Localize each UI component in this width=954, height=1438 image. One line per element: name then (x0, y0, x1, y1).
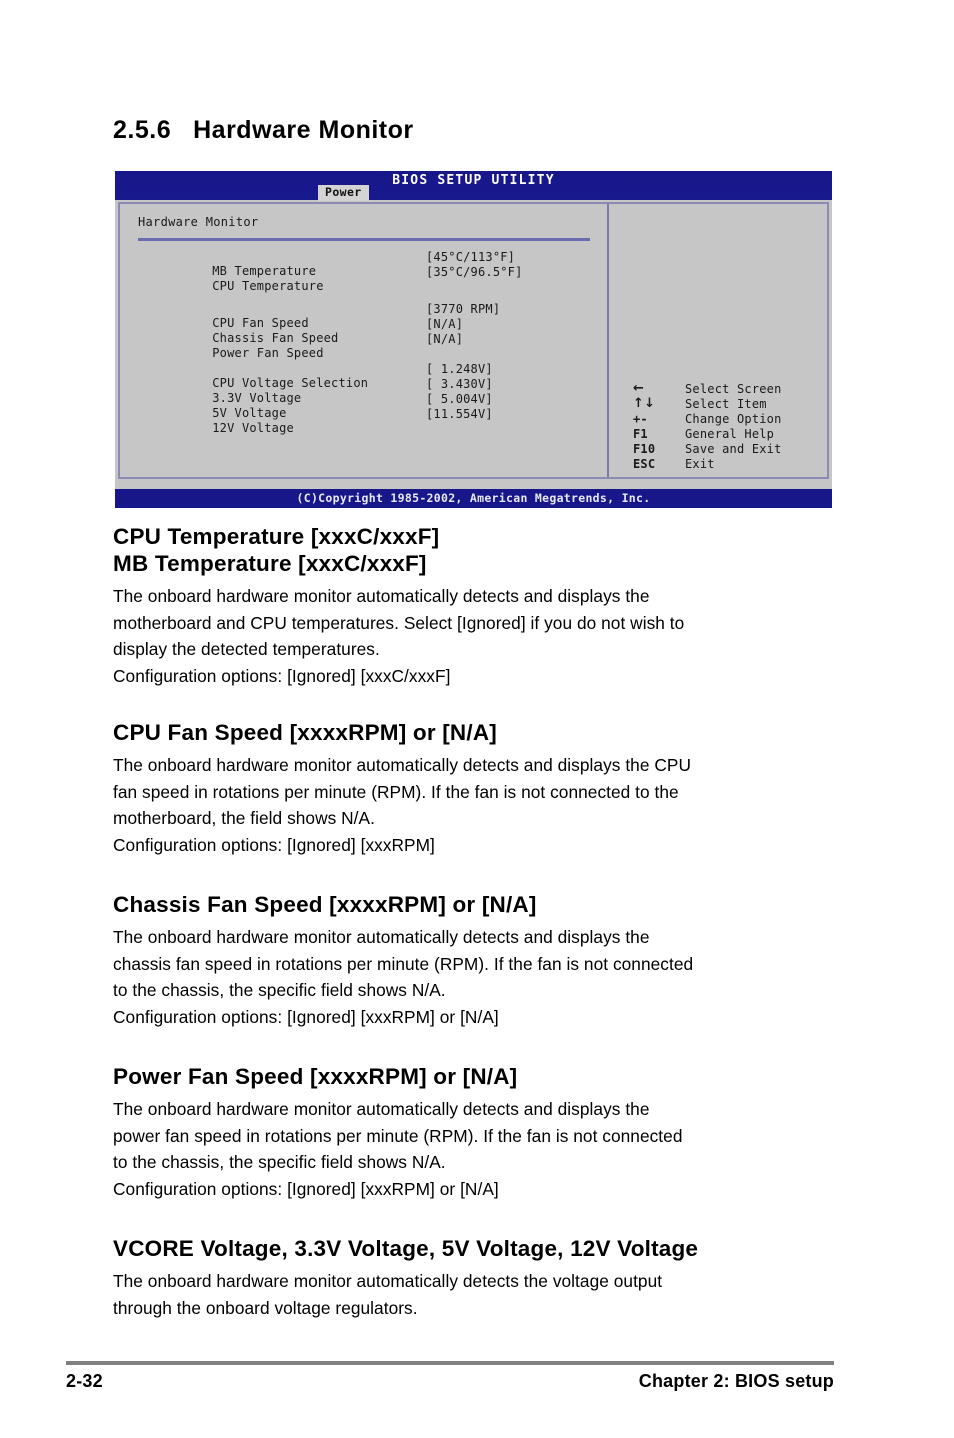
footer-page-number: 2-32 (66, 1371, 103, 1391)
bios-panel-separator (138, 238, 590, 241)
legend-label: Exit (685, 457, 715, 471)
config-options-line: Configuration options: [Ignored] [xxxRPM] or [N/A] (113, 1178, 499, 1199)
text-line: through the onboard voltage regulators. (113, 1297, 418, 1318)
legend-key: F10 (633, 442, 656, 456)
text-line: fan speed in rotations per minute (RPM). If the fan is not connected to the (113, 781, 679, 802)
legend-key: ESC (633, 457, 656, 471)
legend-item-select-screen (633, 382, 782, 397)
legend-label: Select Screen (685, 382, 782, 396)
text-line: to the chassis, the specific field shows N/A. (113, 980, 446, 1000)
text-line: motherboard, the field shows N/A. (113, 808, 375, 828)
bios-row-power-fan-speed[interactable] (138, 332, 607, 360)
left-arrow-icon: ← (633, 381, 645, 396)
bios-row-value: [3770 RPM] (426, 302, 501, 316)
section-cpu-fan-speed (113, 719, 843, 858)
legend-item-exit (633, 457, 782, 472)
bios-row-value: [ 1.248V] (426, 362, 493, 376)
section-voltage (113, 1235, 843, 1321)
section-spacer (113, 1202, 843, 1235)
bios-row-label: MB Temperature (212, 264, 317, 278)
footer-chapter: Chapter 2: BIOS setup (638, 1371, 834, 1391)
document-body (113, 523, 843, 1321)
heading-cpu-temperature: CPU Temperature [xxxC/xxxF] (113, 524, 440, 549)
bios-titlebar (115, 171, 832, 200)
paragraph-voltage (113, 1268, 843, 1321)
text-line: motherboard and CPU temperatures. Select [Ignored] if you do not wish to (113, 612, 685, 633)
section-chassis-fan-speed (113, 891, 843, 1030)
bios-settings-panel (120, 204, 607, 477)
legend-item-select-item (633, 397, 782, 412)
paragraph-temperature (113, 583, 843, 689)
legend-label: Save and Exit (685, 442, 782, 456)
bios-help-panel (609, 204, 827, 477)
bios-row-label: Power Fan Speed (212, 346, 324, 360)
text-line: The onboard hardware monitor automatically detects and displays the (113, 1099, 650, 1119)
legend-item-general-help (633, 427, 782, 442)
bios-body (118, 202, 829, 479)
section-spacer (113, 858, 843, 891)
bios-row-label: 3.3V Voltage (212, 391, 302, 405)
legend-label: Select Item (685, 397, 767, 411)
bios-tab-power[interactable]: Power (318, 185, 369, 201)
bios-row-value: [N/A] (426, 317, 464, 331)
config-options-line: Configuration options: [Ignored] [xxxRPM] (113, 834, 435, 855)
legend-key: F1 (633, 427, 648, 441)
paragraph-cpu-fan-speed (113, 752, 843, 858)
text-line: The onboard hardware monitor automatically detects and displays the CPU (113, 755, 691, 775)
bios-row-value: [ 5.004V] (426, 392, 493, 406)
footer-divider (66, 1361, 834, 1365)
bios-row-cpu-temperature[interactable] (138, 265, 607, 293)
bios-row-value: [45°C/113°F] (426, 250, 516, 264)
heading-voltage: VCORE Voltage, 3.3V Voltage, 5V Voltage, 12V Voltage (113, 1236, 699, 1261)
section-temperature (113, 523, 843, 689)
config-options-line: Configuration options: [Ignored] [xxxC/xxxF] (113, 665, 451, 686)
paragraph-chassis-fan-speed (113, 924, 843, 1030)
heading-power-fan-speed: Power Fan Speed [xxxxRPM] or [N/A] (113, 1064, 518, 1089)
bios-row-value: [35°C/96.5°F] (426, 265, 523, 279)
section-spacer (113, 689, 843, 719)
bios-row-label: CPU Temperature (212, 279, 324, 293)
bios-row-12v-voltage[interactable] (138, 407, 607, 435)
section-power-fan-speed (113, 1063, 843, 1202)
bios-copyright: (C)Copyright 1985-2002, American Megatrends, Inc. (115, 489, 832, 508)
section-title: Hardware Monitor (193, 116, 414, 144)
legend-label: Change Option (685, 412, 782, 426)
text-line: The onboard hardware monitor automatically detects and displays the (113, 586, 650, 606)
page-title (113, 116, 414, 145)
legend-key: +- (633, 412, 648, 426)
text-line: power fan speed in rotations per minute (RPM). If the fan is not connected (113, 1125, 683, 1146)
paragraph-power-fan-speed (113, 1096, 843, 1202)
heading-cpu-fan-speed: CPU Fan Speed [xxxxRPM] or [N/A] (113, 720, 497, 745)
bios-row-label: CPU Fan Speed (212, 316, 309, 330)
bios-row-label: 12V Voltage (212, 421, 294, 435)
legend-label: General Help (685, 427, 775, 441)
bios-row-chassis-fan-speed[interactable] (138, 317, 607, 345)
text-line: to the chassis, the specific field shows N/A. (113, 1152, 446, 1172)
bios-row-value: [11.554V] (426, 407, 493, 421)
text-line: The onboard hardware monitor automatically detects and displays the (113, 927, 650, 947)
section-number: 2.5.6 (113, 116, 172, 144)
bios-row-label: CPU Voltage Selection (212, 376, 369, 390)
legend-item-change-option (633, 412, 782, 427)
heading-chassis-fan-speed: Chassis Fan Speed [xxxxRPM] or [N/A] (113, 892, 537, 917)
text-line: The onboard hardware monitor automatically detects the voltage output (113, 1271, 663, 1291)
legend-item-save-and-exit (633, 442, 782, 457)
bios-row-label: 5V Voltage (212, 406, 287, 420)
bios-key-legend (633, 382, 782, 472)
up-down-arrow-icon: ↑↓ (633, 396, 656, 411)
config-options-line: Configuration options: [Ignored] [xxxRPM] or [N/A] (113, 1006, 499, 1027)
bios-utility-title: BIOS SETUP UTILITY (392, 173, 555, 188)
text-line: display the detected temperatures. (113, 639, 380, 659)
heading-mb-temperature: MB Temperature [xxxC/xxxF] (113, 551, 427, 576)
bios-panel-heading: Hardware Monitor (138, 215, 259, 229)
bios-row-value: [ 3.430V] (426, 377, 493, 391)
bios-screenshot-figure (115, 171, 832, 508)
text-line: chassis fan speed in rotations per minute (RPM). If the fan is not connected (113, 953, 694, 974)
bios-row-value: [N/A] (426, 332, 464, 346)
section-spacer (113, 1030, 843, 1063)
bios-row-label: Chassis Fan Speed (212, 331, 339, 345)
